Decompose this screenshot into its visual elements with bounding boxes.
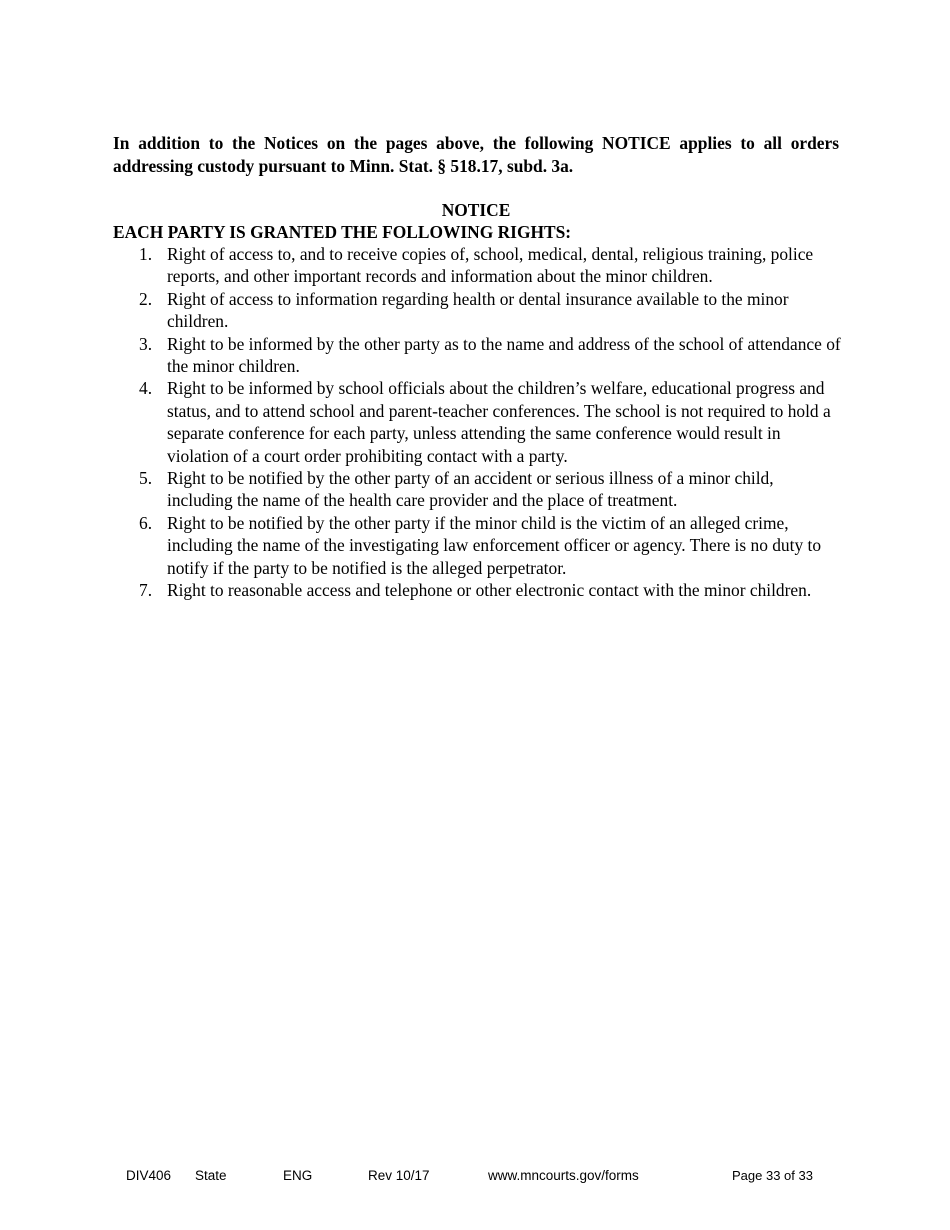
list-item	[113, 512, 843, 579]
footer-jurisdiction: State	[195, 1168, 227, 1183]
list-item-text: Right to reasonable access and telephone or other electronic contact with the minor children.	[167, 580, 812, 601]
list-item-text: Right of access to, and to receive copies of, school, medical, dental, religious training, police reports, and other important records and information about the minor children.	[167, 244, 814, 287]
list-item-number: 2.	[139, 288, 153, 309]
page-footer	[0, 1167, 950, 1185]
footer-language: ENG	[283, 1168, 313, 1183]
notice-title: NOTICE	[441, 200, 511, 220]
rights-list	[113, 243, 843, 602]
list-item-number: 7.	[139, 580, 153, 601]
list-item-number: 4.	[139, 378, 153, 399]
list-item	[113, 377, 843, 467]
list-item-text: Right of access to information regarding health or dental insurance available to the minor children.	[167, 288, 789, 332]
list-item-number: 1.	[139, 244, 153, 264]
list-item	[113, 333, 843, 378]
footer-url: www.mncourts.gov/forms	[488, 1168, 639, 1183]
footer-revision: Rev 10/17	[368, 1168, 430, 1183]
footer-form-id: DIV406	[126, 1168, 172, 1183]
list-item-number: 3.	[139, 333, 153, 354]
list-item	[113, 243, 843, 288]
list-item-text: Right to be informed by the other party as to the name and address of the school of attendance of the minor children.	[167, 333, 841, 377]
intro-paragraph: In addition to the Notices on the pages above, the following NOTICE applies to all orders addressing custody pursuant to Minn. Stat. § 518.17, subd. 3a.	[113, 133, 839, 176]
list-item-number: 6.	[139, 512, 153, 533]
rights-heading: EACH PARTY IS GRANTED THE FOLLOWING RIGHTS:	[113, 222, 572, 242]
list-item	[113, 288, 843, 333]
list-item-number: 5.	[139, 468, 153, 489]
list-item	[113, 579, 843, 601]
footer-page-number: Page 33 of 33	[732, 1168, 813, 1183]
list-item	[113, 467, 843, 512]
list-item-text: Right to be informed by school officials about the children’s welfare, educational progress and status, and to attend school and parent-teacher conferences. The school is not required to hold a separate conference for each party, unless attending the same conference would result in violation of a court order prohibiting contact with a party.	[167, 378, 831, 466]
list-item-text: Right to be notified by the other party of an accident or serious illness of a minor child, including the name of the health care provider and the place of treatment.	[167, 468, 774, 511]
list-item-text: Right to be notified by the other party if the minor child is the victim of an alleged crime, including the name of the investigating law enforcement officer or agency. There is no duty to notify if the party to be notified is the alleged perpetrator.	[167, 512, 822, 578]
